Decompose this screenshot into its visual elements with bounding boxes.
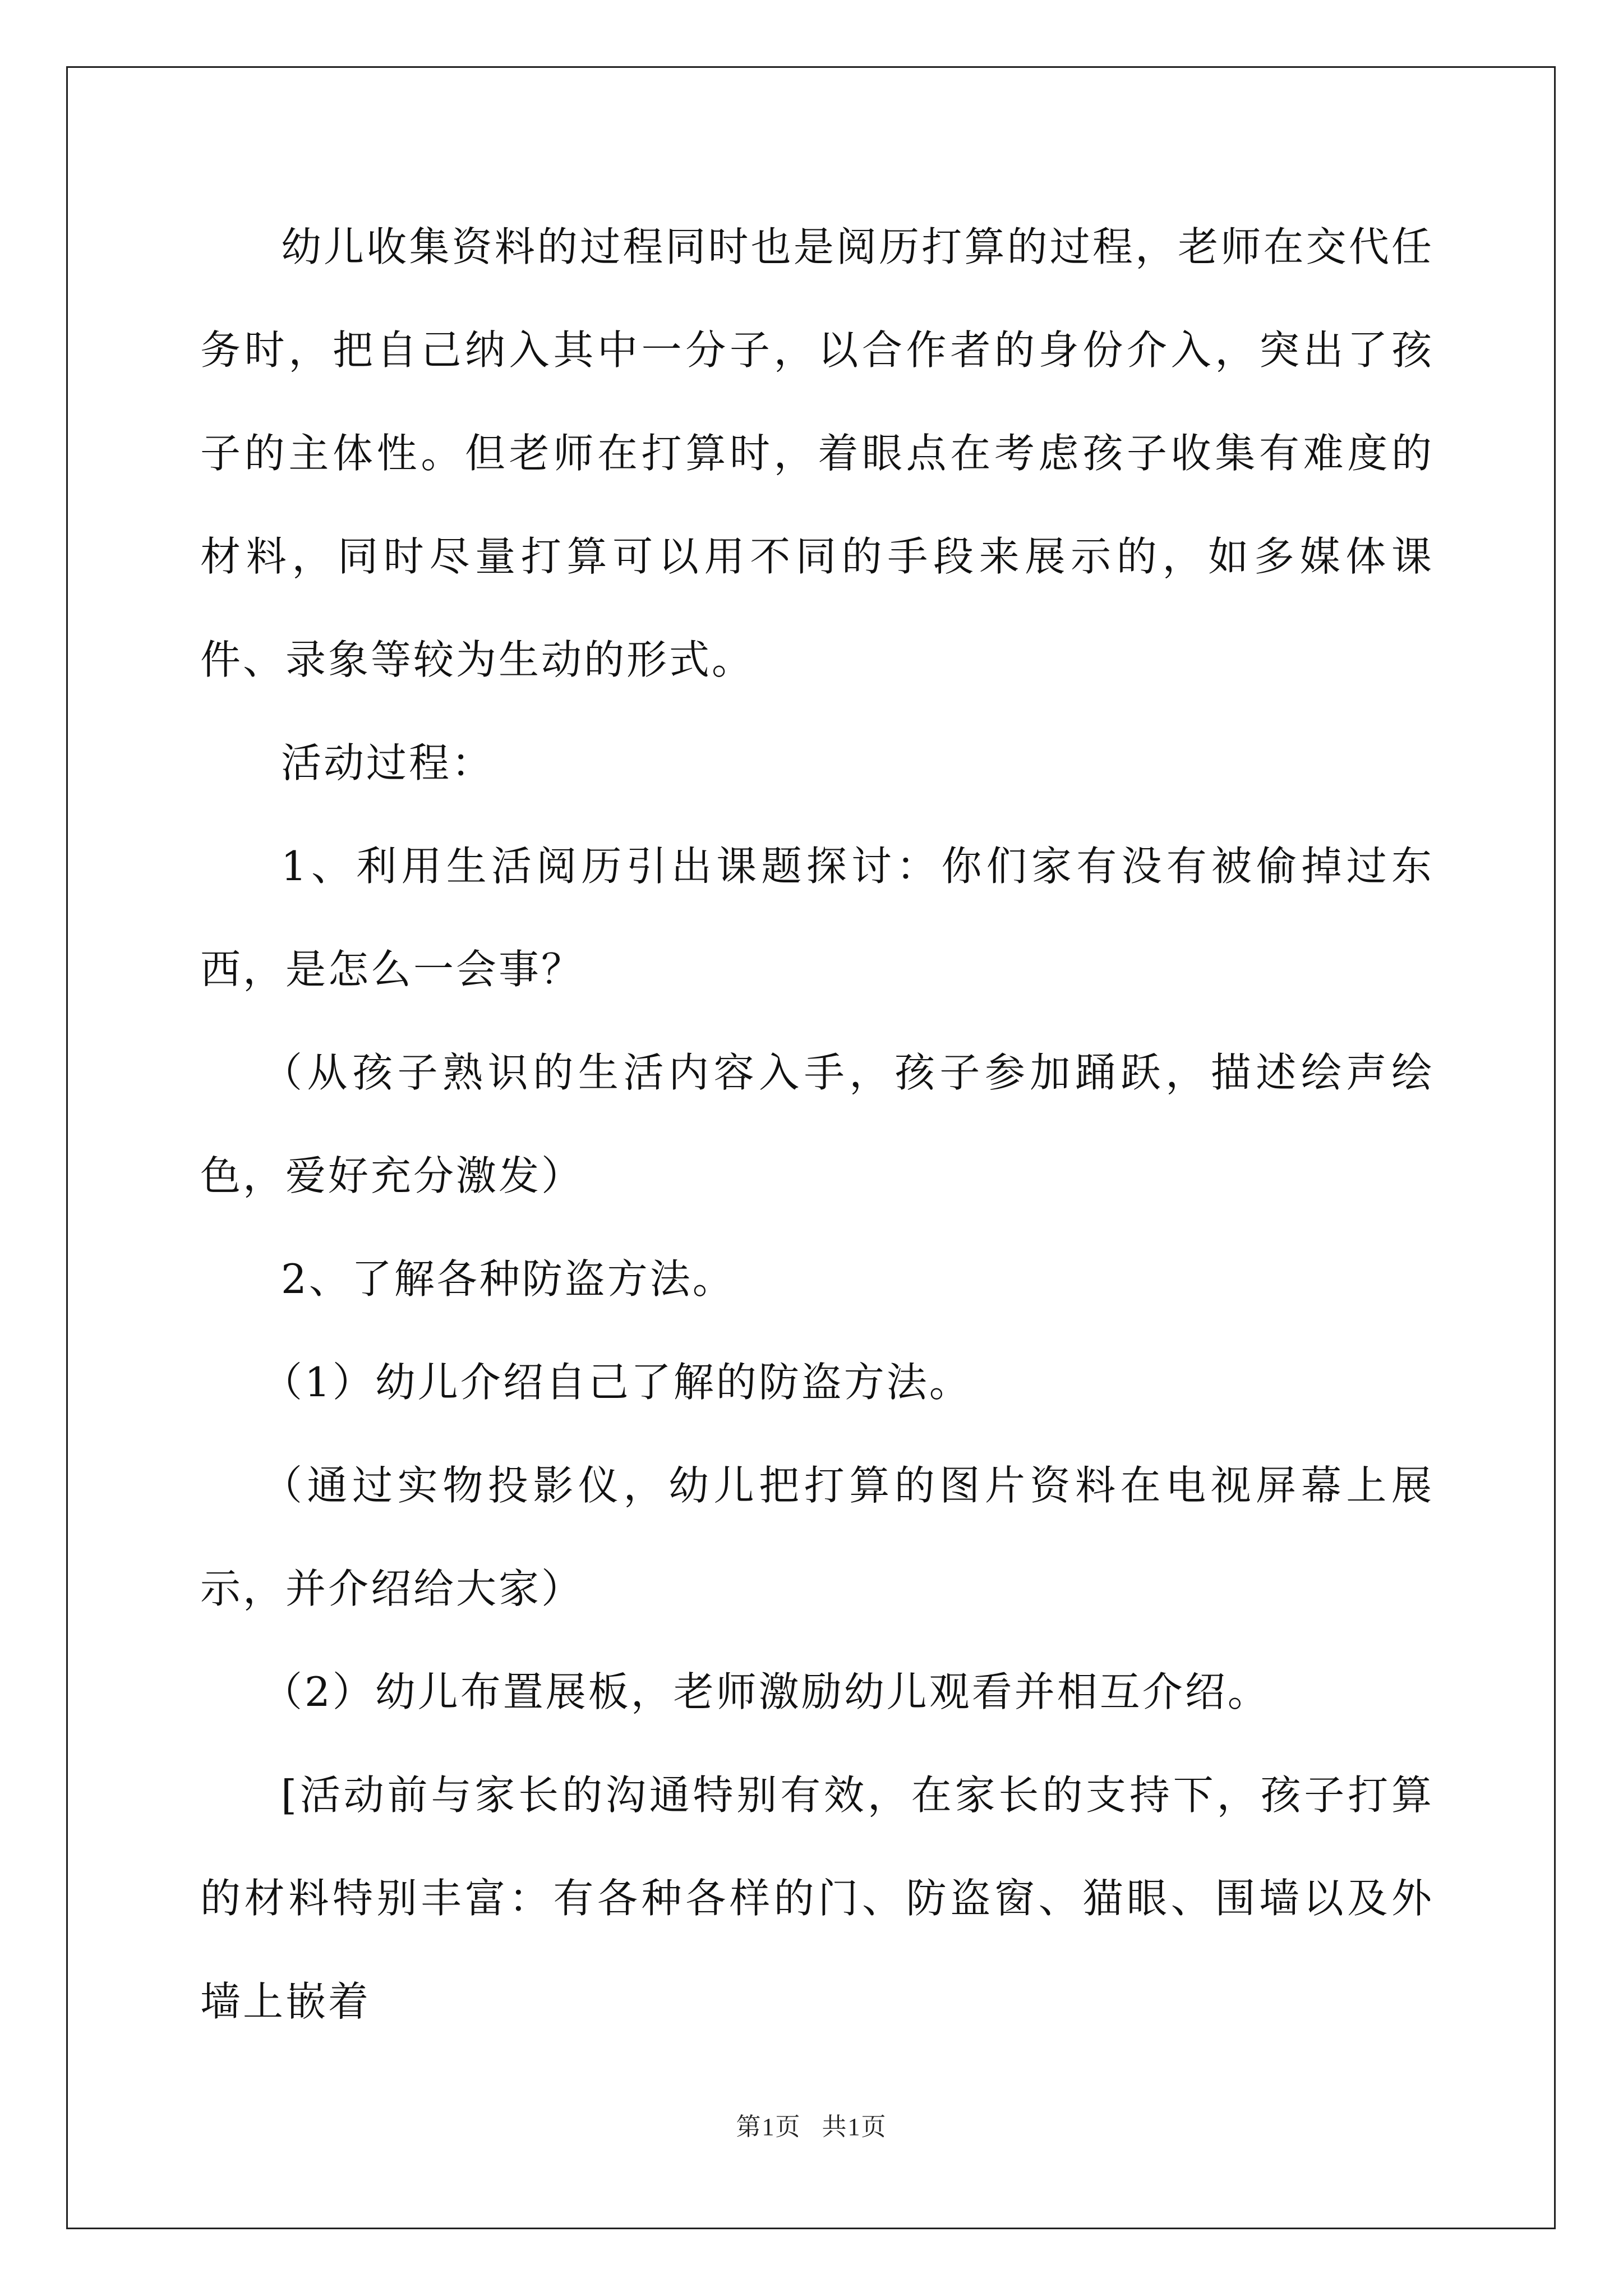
paragraph: （2）幼儿布置展板，老师激励幼儿观看并相互介绍。 bbox=[262, 1668, 1270, 1715]
paragraph: （通过实物投影仪，幼儿把打算的图片资料在电视屏幕上展示，并介绍给大家） bbox=[200, 1462, 1434, 1612]
page-total: 共1页 bbox=[822, 2113, 887, 2141]
paragraph: 2、了解各种防盗方法。 bbox=[281, 1255, 735, 1303]
paragraph: [活动前与家长的沟通特别有效，在家长的支持下，孩子打算的材料特别丰富：有各种各样的门、防盗窗、猫眼、围墙以及外墙上嵌着 bbox=[200, 1772, 1434, 2025]
page-footer bbox=[0, 2106, 1623, 2142]
paragraph: 幼儿收集资料的过程同时也是阅历打算的过程，老师在交代任务时，把自己纳入其中一分子，以合作者的身份介入，突出了孩子的主体性。但老师在打算时，着眼点在考虑孩子收集有难度的材料，同时尽量打算可以用不同的手段来展示的，如多媒体课件、录象等较为生动的形式。 bbox=[200, 223, 1434, 683]
page-number: 第1页 bbox=[736, 2113, 801, 2141]
paragraph: 1、利用生活阅历引出课题探讨：你们家有没有被偷掉过东西，是怎么一会事？ bbox=[200, 843, 1434, 993]
paragraph: 活动过程： bbox=[281, 739, 495, 786]
paragraph: （1）幼儿介绍自己了解的防盗方法。 bbox=[262, 1359, 972, 1406]
paragraph: （从孩子熟识的生活内容入手，孩子参加踊跃，描述绘声绘色，爱好充分激发） bbox=[200, 1049, 1434, 1199]
document-body bbox=[200, 195, 1434, 2053]
